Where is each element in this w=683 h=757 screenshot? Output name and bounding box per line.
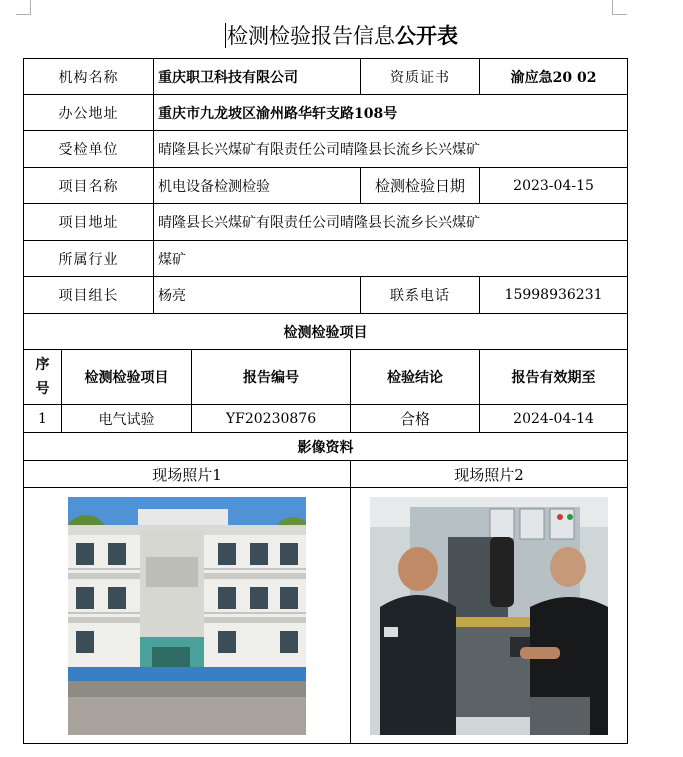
header-seq-line2: 号 (35, 381, 50, 397)
project-name-label: 项目名称 (24, 168, 154, 204)
header-conclusion: 检验结论 (351, 350, 480, 405)
images-section-title: 影像资料 (24, 433, 628, 461)
header-seq-line1: 序 (35, 357, 50, 373)
row-items-header (24, 350, 628, 405)
title-main: 检测检验报告信息 (227, 24, 395, 48)
leader-label: 项目组长 (24, 277, 154, 314)
row-conclusion: 合格 (351, 405, 480, 433)
items-section-title: 检测检验项目 (24, 314, 628, 350)
photo2-workers-image[interactable] (370, 497, 608, 735)
page-corner-mark-right (612, 0, 627, 15)
title-suffix: 公开表 (395, 23, 458, 48)
industry-value: 煤矿 (154, 241, 628, 277)
photo2-cell (351, 488, 628, 744)
client-label: 受检单位 (24, 131, 154, 168)
cert-value: 渝应急20 02 (480, 59, 628, 95)
row-photos (24, 488, 628, 744)
row-report-no: YF20230876 (192, 405, 351, 433)
org-name-value: 重庆职卫科技有限公司 (154, 59, 361, 95)
client-value: 晴隆县长兴煤矿有限责任公司晴隆县长流乡长兴煤矿 (154, 131, 628, 168)
photo1-cell (24, 488, 351, 744)
report-info-table (23, 58, 628, 744)
row-industry (24, 241, 628, 277)
row-client (24, 131, 628, 168)
row-address (24, 95, 628, 131)
table-row (24, 405, 628, 433)
header-report-no: 报告编号 (192, 350, 351, 405)
photo1-building-image[interactable] (68, 497, 306, 735)
document-title[interactable] (0, 18, 683, 54)
row-items-section (24, 314, 628, 350)
project-name-value: 机电设备检测检验 (154, 168, 361, 204)
row-photo-labels (24, 461, 628, 488)
photo1-label: 现场照片1 (24, 461, 351, 488)
photo2-label: 现场照片2 (351, 461, 628, 488)
row-images-section (24, 433, 628, 461)
row-item: 电气试验 (62, 405, 192, 433)
row-seq: 1 (24, 405, 62, 433)
test-date-value: 2023-04-15 (480, 168, 628, 204)
industry-label: 所属行业 (24, 241, 154, 277)
row-project-name (24, 168, 628, 204)
test-date-label: 检测检验日期 (361, 168, 480, 204)
site-value: 晴隆县长兴煤矿有限责任公司晴隆县长流乡长兴煤矿 (154, 204, 628, 241)
address-value: 重庆市九龙坡区渝州路华轩支路108号 (154, 95, 628, 131)
row-org-name (24, 59, 628, 95)
site-label: 项目地址 (24, 204, 154, 241)
header-seq (24, 350, 62, 405)
cert-label: 资质证书 (361, 59, 480, 95)
row-leader (24, 277, 628, 314)
phone-label: 联系电话 (361, 277, 480, 314)
address-label: 办公地址 (24, 95, 154, 131)
page-corner-mark-left (16, 0, 31, 15)
leader-value: 杨亮 (154, 277, 361, 314)
row-valid-until: 2024-04-14 (480, 405, 628, 433)
header-valid-until: 报告有效期至 (480, 350, 628, 405)
phone-value: 15998936231 (480, 277, 628, 314)
org-name-label: 机构名称 (24, 59, 154, 95)
header-item: 检测检验项目 (62, 350, 192, 405)
row-site (24, 204, 628, 241)
text-cursor (225, 23, 226, 48)
